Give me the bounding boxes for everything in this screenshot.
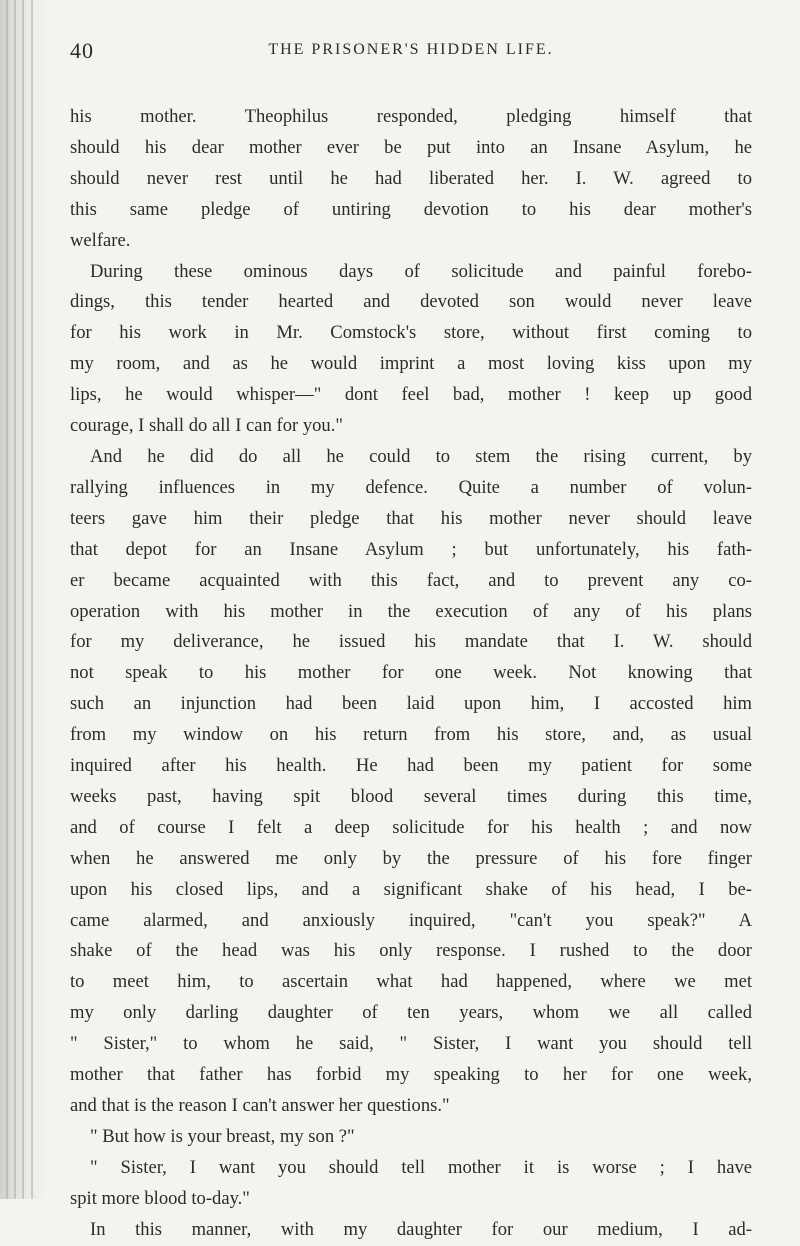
gutter-line	[22, 0, 24, 1199]
text-line: weeks past, having spit blood several times during this time,	[70, 785, 752, 807]
text-line: this same pledge of untiring devotion to his dear mother's	[70, 198, 752, 220]
text-line: spit more blood to-day."	[70, 1187, 250, 1209]
text-line: shake of the head was his only response. I rushed to the door	[70, 940, 752, 962]
text-line: my only darling daughter of ten years, whom we all called	[70, 1002, 752, 1024]
gutter-line	[31, 0, 33, 1199]
text-line: came alarmed, and anxiously inquired, "can't you speak?" A	[70, 909, 752, 931]
text-line: And he did do all he could to stem the rising current, by	[90, 445, 752, 467]
gutter-line	[6, 0, 8, 1199]
book-page	[70, 38, 752, 1246]
text-line: upon his closed lips, and a significant shake of his head, I be-	[70, 878, 752, 900]
text-line: and of course I felt a deep solicitude for his health ; and now	[70, 816, 752, 838]
text-line: " But how is your breast, my son ?"	[90, 1125, 355, 1147]
page-gutter	[0, 0, 48, 1199]
text-line: " Sister," to whom he said, " Sister, I want you should tell	[70, 1033, 752, 1055]
text-line: for my deliverance, he issued his mandate that I. W. should	[70, 631, 752, 653]
text-line: teers gave him their pledge that his mother never should leave	[70, 507, 752, 529]
text-line: er became acquainted with this fact, and to prevent any co-	[70, 569, 752, 591]
gutter-line	[14, 0, 16, 1199]
text-line: " Sister, I want you should tell mother it is worse ; I have	[90, 1156, 752, 1178]
text-line: courage, I shall do all I can for you."	[70, 415, 343, 437]
text-line: should his dear mother ever be put into an Insane Asylum, he	[70, 136, 752, 158]
text-line: from my window on his return from his store, and, as usual	[70, 724, 752, 746]
body-text	[70, 102, 752, 1246]
text-line: to meet him, to ascertain what had happened, where we met	[70, 971, 752, 993]
text-line: operation with his mother in the execution of any of his plans	[70, 600, 752, 622]
text-line: mother that father has forbid my speaking to her for one week,	[70, 1064, 752, 1086]
text-line: During these ominous days of solicitude and painful forebo-	[90, 260, 752, 282]
text-line: rallying influences in my defence. Quite a number of volun-	[70, 476, 752, 498]
running-head: THE PRISONER'S HIDDEN LIFE.	[268, 41, 554, 58]
text-line: should never rest until he had liberated her. I. W. agreed to	[70, 167, 752, 189]
text-line: his mother. Theophilus responded, pledging himself that	[70, 106, 752, 127]
text-line: welfare.	[70, 229, 131, 251]
text-line: my room, and as he would imprint a most loving kiss upon my	[70, 353, 752, 375]
text-line: inquired after his health. He had been my patient for some	[70, 755, 752, 777]
text-line: dings, this tender hearted and devoted son would never leave	[70, 291, 752, 313]
text-line: and that is the reason I can't answer her questions."	[70, 1095, 450, 1116]
text-line: In this manner, with my daughter for our medium, I ad-	[90, 1218, 752, 1240]
text-line: for his work in Mr. Comstock's store, without first coming to	[70, 322, 752, 344]
page-header	[70, 38, 752, 72]
page-number: 40	[70, 38, 94, 63]
text-line: when he answered me only by the pressure of his fore finger	[70, 847, 752, 869]
text-line: not speak to his mother for one week. Not knowing that	[70, 662, 752, 684]
text-line: that depot for an Insane Asylum ; but unfortunately, his fath-	[70, 538, 752, 560]
text-line: such an injunction had been laid upon him, I accosted him	[70, 693, 752, 715]
text-line: lips, he would whisper—" dont feel bad, mother ! keep up good	[70, 384, 752, 406]
